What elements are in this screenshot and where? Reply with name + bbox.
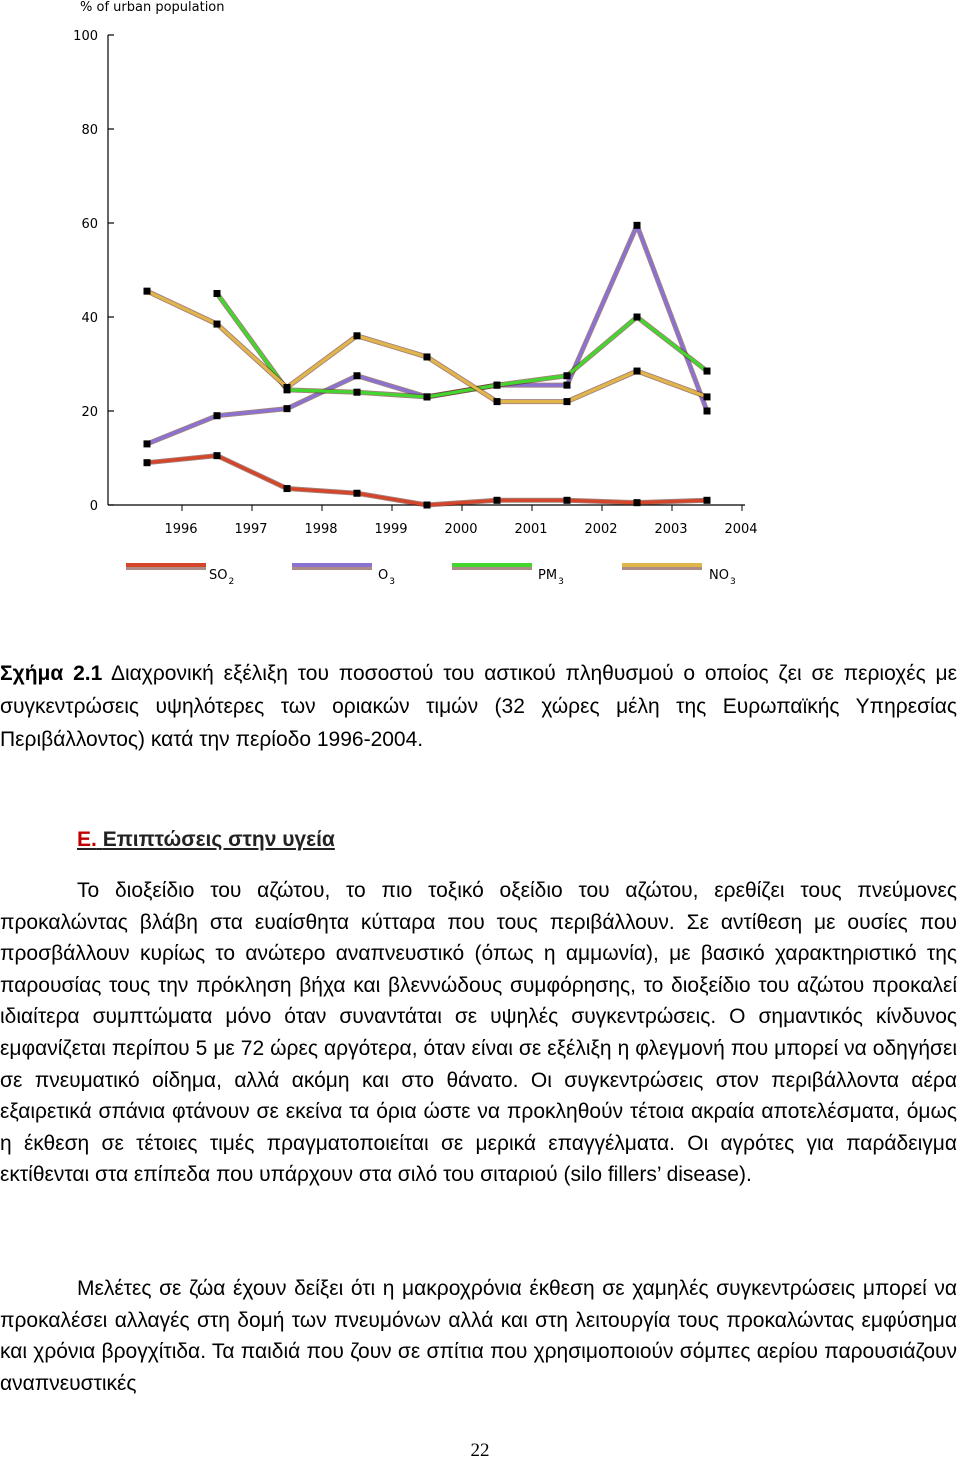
paragraph-2 (0, 1273, 957, 1399)
y-axis-label: % of urban population (80, 0, 225, 15)
data-point (564, 372, 571, 379)
data-point (564, 398, 571, 405)
data-point (634, 222, 641, 229)
data-point (354, 332, 361, 339)
caption-text: Διαχρονική εξέλιξη του ποσοστού του αστικού πληθυσμού ο οποίος ζει σε περιοχές με συγκεντρώσεις υψηλότερες των οριακών τιμών (32 χώρες μέλη της Ευρωπαϊκής Υπηρεσίας Περιβάλλοντος) κατά την περίοδο 1996-2004. (0, 662, 958, 751)
data-point (354, 372, 361, 379)
plot-area (144, 222, 711, 509)
y-tick-label: 80 (81, 123, 98, 138)
data-point (144, 440, 151, 447)
data-point (494, 497, 501, 504)
x-tick-label: 1997 (234, 522, 268, 537)
paragraph-1-text: Το διοξείδιο του αζώτου, το πιο τοξικό οξείδιο του αζώτου, ερεθίζει τους πνεύμονες προκαλώντας βλάβη στα ευαίσθητα κύτταρα που τους περιβάλλουν. Σε αντίθεση με ουσίες που προσβάλλουν κυρίως το ανώτερο αναπνευστικό (όπως η αμμωνία), με βασικό χαρακτηριστικό της παρουσίας τους την πρόκληση βήχα και βλεννώδους συμφόρησης, το διοξείδιο του αζώτου προκαλεί ιδιαίτερα συμπτώματα μόνο όταν συναντάται σε υψηλές συγκεντρώσεις. Ο σημαντικός κίνδυνος εμφανίζεται περίπου 5 με 72 ώρες αργότερα, όταν είναι σε εξέλιξη η φλεγμονή που μπορεί να οδηγήσει σε πνευματικό οίδημα, αλλά ακόμη και στο θάνατο. Οι συγκεντρώσεις στον περιβάλλοντα αέρα εξαιρετικά σπάνια φτάνουν σε εκείνα τα όρια ώστε να προκληθούν τέτοια ακραία αποτελέσματα, όμως η έκθεση σε τέτοιες τιμές πραγματοποιείται σε μερικά επαγγέλματα. Οι αγρότες για παράδειγμα εκτίθενται στα επίπεδα που υπάρχουν στα σιλό του σιταριού (silo fillers’ disease). (0, 879, 957, 1187)
data-point (354, 389, 361, 396)
data-point (564, 382, 571, 389)
x-tick-label: 1999 (374, 522, 408, 537)
x-tick-label: 1996 (164, 522, 198, 537)
data-point (494, 382, 501, 389)
series-line (147, 291, 707, 401)
data-point (634, 499, 641, 506)
data-point (494, 398, 501, 405)
data-point (704, 393, 711, 400)
caption-label: Σχήμα 2.1 (0, 662, 103, 685)
data-point (424, 502, 431, 509)
legend-label: $SO_2$ (209, 568, 235, 587)
data-point (284, 485, 291, 492)
data-point (704, 368, 711, 375)
data-point (214, 452, 221, 459)
y-tick-label: 0 (89, 499, 98, 514)
data-point (214, 321, 221, 328)
data-point (354, 490, 361, 497)
section-heading (77, 825, 335, 855)
data-point (144, 459, 151, 466)
y-tick-label: 40 (81, 311, 98, 326)
data-point (284, 405, 291, 412)
data-point (634, 368, 641, 375)
y-tick-label: 100 (73, 29, 98, 44)
data-point (424, 393, 431, 400)
paragraph-2-text: Μελέτες σε ζώα έχουν δείξει ότι η μακροχρόνια έκθεση σε χαμηλές συγκεντρώσεις μπορεί να προκαλέσει αλλαγές στη δομή των πνευμόνων αλλά και στη λειτουργία τους προκαλώντας εμφύσημα και χρόνια βρογχίτιδα. Τα παιδιά που ζουν σε σπίτια που χρησιμοποιούν σόμπες αερίου παρουσιάζουν αναπνευστικές (0, 1277, 957, 1395)
data-point (704, 408, 711, 415)
x-tick-label: 2002 (584, 522, 618, 537)
legend-label: $NO_3$ (709, 568, 736, 587)
legend-swatch (452, 563, 532, 567)
paragraph-1 (0, 875, 957, 1191)
x-tick-label: 2000 (444, 522, 478, 537)
legend-swatch (292, 563, 372, 567)
y-tick-label: 20 (81, 405, 98, 420)
data-point (424, 353, 431, 360)
x-tick-label: 2003 (654, 522, 688, 537)
x-tick-label: 2004 (724, 522, 758, 537)
section-number: E. (77, 828, 97, 851)
data-point (214, 290, 221, 297)
series-line (147, 456, 707, 505)
data-point (704, 497, 711, 504)
x-ticks (164, 505, 757, 537)
legend-swatch (622, 563, 702, 567)
series-line-shadow (147, 291, 707, 401)
legend-label: $PM_3$ (538, 568, 564, 587)
x-tick-label: 2001 (514, 522, 548, 537)
data-point (144, 288, 151, 295)
data-point (634, 314, 641, 321)
x-tick-label: 1998 (304, 522, 338, 537)
figure-caption (0, 657, 957, 756)
y-tick-label: 60 (81, 217, 98, 232)
series-so (144, 452, 711, 508)
legend (126, 563, 736, 587)
data-point (284, 384, 291, 391)
chart (0, 0, 960, 600)
legend-swatch (126, 563, 206, 567)
section-title: Επιπτώσεις στην υγεία (102, 828, 335, 851)
data-point (214, 412, 221, 419)
data-point (564, 497, 571, 504)
legend-label: $O_3$ (378, 568, 395, 587)
page-number: 22 (470, 1440, 490, 1461)
